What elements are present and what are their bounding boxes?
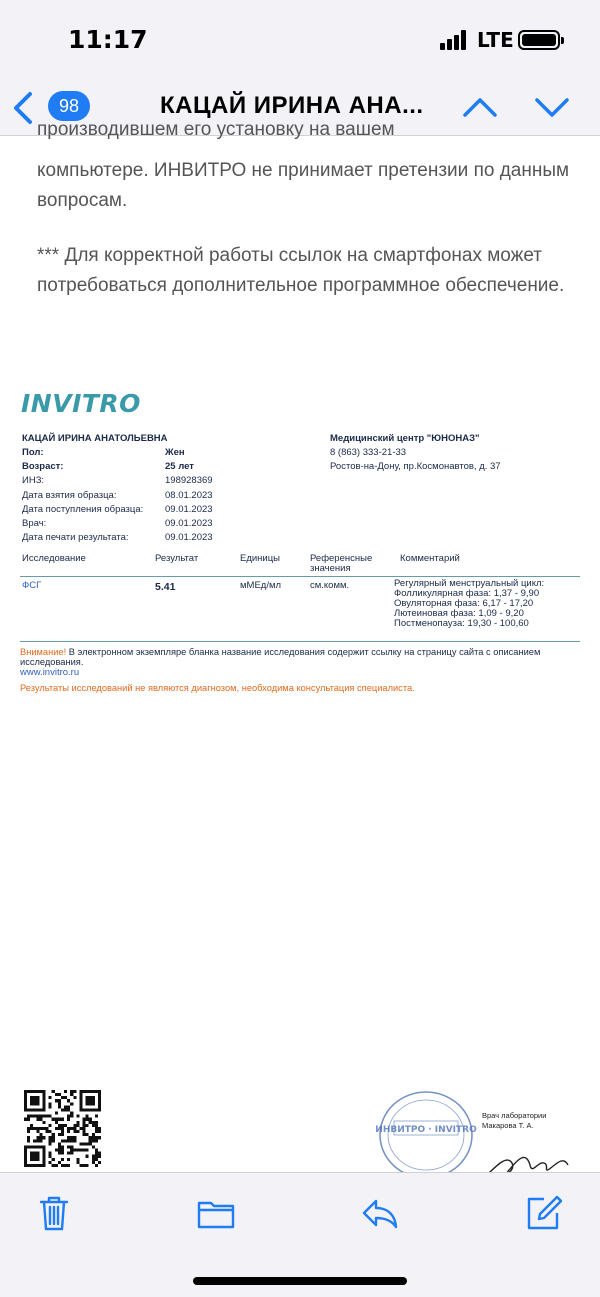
medical-center-phone: 8 (863) 333-21-33 bbox=[330, 447, 407, 458]
folder-icon[interactable] bbox=[196, 1193, 236, 1233]
trash-icon[interactable] bbox=[34, 1193, 74, 1233]
back-chevron-icon[interactable] bbox=[10, 90, 40, 126]
column-reference: Референсные значения bbox=[310, 553, 373, 574]
unread-count-badge[interactable]: 98 bbox=[48, 91, 90, 121]
signal-icon bbox=[440, 30, 466, 50]
network-label: LTE bbox=[477, 28, 514, 52]
field-label: ИНЗ: bbox=[22, 475, 45, 486]
column-units: Единицы bbox=[240, 553, 281, 564]
field-value: 08.01.2023 bbox=[165, 490, 213, 501]
field-value: 09.01.2023 bbox=[165, 532, 213, 543]
warning-label: Внимание! bbox=[20, 647, 67, 657]
reply-icon[interactable] bbox=[360, 1193, 400, 1233]
chevron-down-icon[interactable] bbox=[534, 92, 570, 122]
result-comment: Регулярный менструальный цикл: Фолликулярная фаза: 1,37 - 9,90 Овуляторная фаза: 6,17 - 17,20 Лютеиновая фаза: 1,09 - 9,20 Постменопауза: 19,30 - 100,60 bbox=[394, 578, 545, 629]
field-label: Дата взятия образца: bbox=[22, 490, 117, 501]
invitro-website-link[interactable]: www.invitro.ru bbox=[20, 667, 80, 678]
email-paragraph: *** Для корректной работы ссылок на смартфонах может потребоваться дополнительное программное обеспечение. bbox=[37, 245, 565, 296]
svg-text:ИНВИТРО · INVITRO: ИНВИТРО · INVITRO bbox=[375, 1125, 477, 1135]
field-value: 09.01.2023 bbox=[165, 504, 213, 515]
invitro-logo: INVITRO bbox=[21, 389, 141, 418]
divider bbox=[20, 641, 580, 642]
result-value: 5.41 bbox=[155, 581, 176, 593]
email-clipped-line: производившем его установку на вашем bbox=[37, 119, 395, 140]
patient-name: КАЦАЙ ИРИНА АНАТОЛЬЕВНА bbox=[22, 433, 168, 444]
field-label: Дата печати результата: bbox=[22, 532, 129, 543]
status-bar bbox=[0, 0, 600, 80]
invitro-stamp-icon bbox=[376, 1087, 476, 1182]
message-title: КАЦАЙ ИРИНА АНА... bbox=[160, 92, 424, 119]
chevron-up-icon[interactable] bbox=[462, 92, 498, 122]
column-result: Результат bbox=[155, 553, 199, 564]
field-value: 25 лет bbox=[165, 461, 194, 472]
field-label: Врач: bbox=[22, 518, 47, 529]
field-label: Пол: bbox=[22, 447, 44, 458]
study-link[interactable]: ФСГ bbox=[22, 580, 42, 591]
medical-center-address: Ростов-на-Дону, пр.Космонавтов, д. 37 bbox=[330, 461, 501, 472]
field-value: Жен bbox=[165, 447, 185, 458]
qr-code-icon bbox=[24, 1090, 101, 1167]
email-paragraph: компьютере. ИНВИТРО не принимает претензии по данным вопросам. bbox=[37, 160, 570, 211]
field-value: 09.01.2023 bbox=[165, 518, 213, 529]
medical-center-name: Медицинский центр "ЮНОНАЗ" bbox=[330, 433, 480, 444]
lab-doctor: Врач лаборатории Макарова Т. А. bbox=[482, 1111, 547, 1130]
field-label: Дата поступления образца: bbox=[22, 504, 144, 515]
field-label: Возраст: bbox=[22, 461, 64, 472]
field-value: 198928369 bbox=[165, 475, 213, 486]
reference-value: см.комм. bbox=[310, 580, 350, 591]
divider bbox=[20, 576, 580, 577]
battery-icon bbox=[518, 30, 560, 50]
home-indicator[interactable] bbox=[193, 1277, 407, 1285]
compose-icon[interactable] bbox=[524, 1193, 564, 1233]
status-time: 11:17 bbox=[68, 25, 148, 54]
column-study: Исследование bbox=[22, 553, 86, 564]
warning-text: Внимание! В электронном экземпляре бланка название исследования содержит ссылку на страницу сайта с описанием исследования. bbox=[20, 647, 541, 667]
mail-toolbar bbox=[0, 1172, 600, 1297]
column-comment: Комментарий bbox=[400, 553, 460, 564]
diagnosis-note: Результаты исследований не являются диагнозом, необходима консультация специалиста. bbox=[20, 683, 415, 693]
result-units: мМЕд/мл bbox=[240, 580, 282, 591]
